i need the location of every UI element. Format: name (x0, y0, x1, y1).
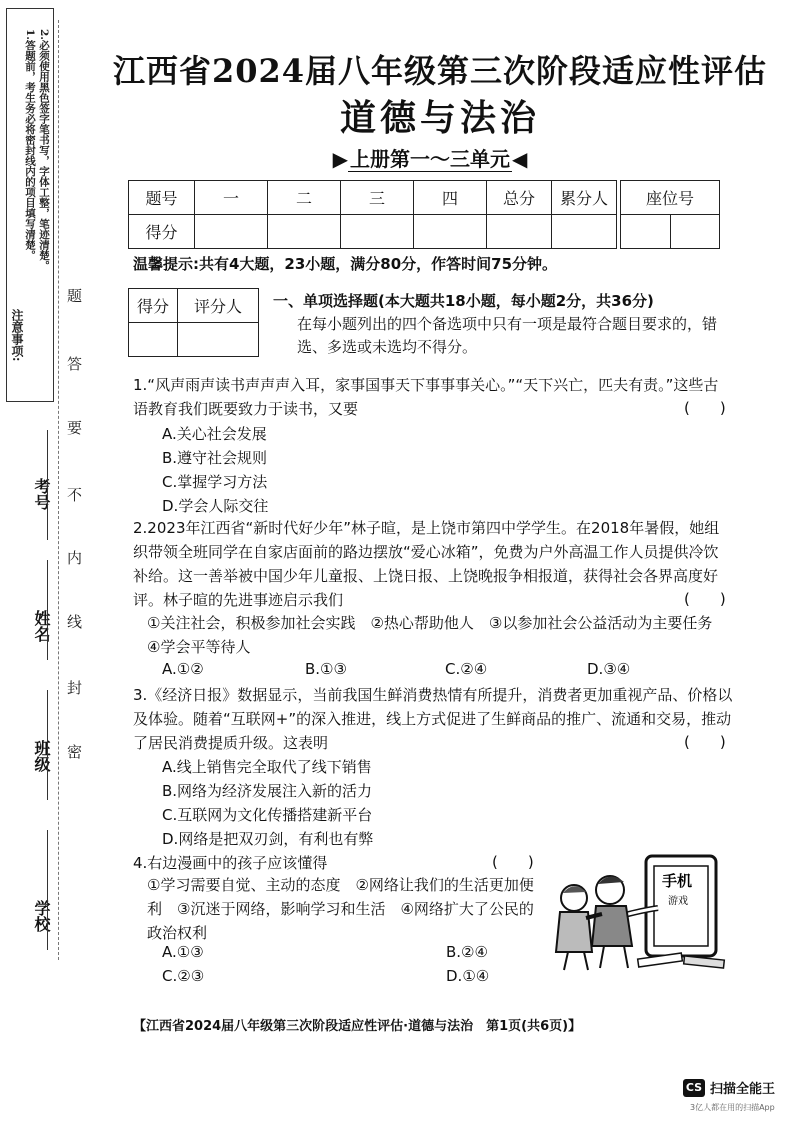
question-2-items: ①关注社会，积极参加社会实践 ②热心帮助他人 ③以参加社会公益活动为主要任务 ④学会平等待人 (147, 614, 728, 656)
scanner-subtitle: 3亿人都在用的扫描App (690, 1103, 775, 1112)
score-cell[interactable] (268, 215, 341, 249)
score-cell[interactable] (487, 215, 552, 249)
section-title: 一、单项选择题(本大题共18小题，每小题2分，共36分) (273, 292, 654, 310)
note-2: 2.必须使用黑色签字笔书写，字体工整，笔迹清楚。 (38, 29, 50, 271)
q2-option-b: B.①③ (305, 660, 347, 678)
score-table (128, 180, 617, 249)
score-cell[interactable] (552, 215, 617, 249)
exam-tip: 温馨提示:共有4大题，23小题，满分80分，作答时间75分钟。 (133, 255, 558, 273)
field-school-label: 学校 (32, 900, 51, 932)
field-school-line[interactable] (47, 830, 48, 950)
notes-title: 注意事项: (10, 309, 24, 362)
cartoon-phone-text-2: 游戏 (668, 896, 688, 907)
grader-score-cell[interactable] (129, 323, 178, 357)
q3-option-b: B.网络为经济发展注入新的活力 (162, 782, 373, 800)
field-name-label: 姓名 (32, 610, 51, 642)
answer-paren[interactable]: ( ) (684, 399, 726, 417)
seal-char: 题 (65, 288, 83, 303)
scope-label: ▶ 上册第一～三单元 ◀ (332, 147, 528, 171)
field-name-line[interactable] (47, 560, 48, 660)
q1-option-a: A.关心社会发展 (162, 425, 267, 443)
score-header: 二 (268, 181, 341, 215)
score-header: 题号 (129, 181, 195, 215)
q2-option-c: C.②④ (445, 660, 488, 678)
exam-title: 江西省2024届八年级第三次阶段适应性评估 (112, 52, 768, 90)
scanner-name: 扫描全能王 (710, 1082, 776, 1097)
score-header: 总分 (487, 181, 552, 215)
score-header: 一 (195, 181, 268, 215)
score-header: 四 (414, 181, 487, 215)
section-desc: 在每小题列出的四个备选项中只有一项是最符合题目要求的，错选、多选或未选均不得分。 (297, 315, 718, 356)
seal-char: 密 (65, 744, 83, 759)
score-header: 累分人 (552, 181, 617, 215)
answer-paren[interactable]: ( ) (492, 853, 534, 871)
score-cell[interactable] (341, 215, 414, 249)
grader-table (128, 288, 259, 357)
cartoon-illustration (548, 848, 738, 978)
notes-box (6, 8, 54, 402)
subject-title: 道德与法治 (339, 97, 540, 139)
field-class-line[interactable] (47, 690, 48, 800)
seat-cell[interactable] (670, 215, 720, 249)
field-class-label: 班级 (32, 740, 51, 772)
field-exam-number-label: 考号 (32, 478, 51, 510)
q4-option-d: D.①④ (446, 967, 490, 985)
q1-option-b: B.遵守社会规则 (162, 449, 268, 467)
seal-char: 内 (65, 550, 83, 565)
score-row-label: 得分 (129, 215, 195, 249)
seal-char: 不 (65, 487, 83, 502)
question-3-stem: 3.《经济日报》数据显示，当前我国生鲜消费热情有所提升，消费者更加重视产品、价格以及体验。随着“互联网+”的深入推进，线上方式促进了生鲜商品的推广、流通和交易，推动了居民消费提质升级。这表明 (133, 686, 733, 752)
q3-option-a: A.线上销售完全取代了线下销售 (162, 758, 372, 776)
note-1: 1.答题前，考生务必将密封线内的项目填写清楚。 (24, 29, 36, 261)
scanner-logo-icon: CS (683, 1079, 705, 1097)
grader-name-label: 评分人 (178, 289, 259, 323)
cartoon-phone-text: 手机 (662, 872, 693, 890)
seal-char: 线 (65, 614, 83, 629)
seal-char: 要 (65, 420, 83, 435)
seal-dashed-line (58, 20, 59, 960)
q2-option-d: D.③④ (587, 660, 631, 678)
grader-name-cell[interactable] (178, 323, 259, 357)
score-header: 三 (341, 181, 414, 215)
scope-text: 上册第一～三单元 (350, 147, 510, 171)
question-4-stem: 4.右边漫画中的孩子应该懂得 (133, 854, 328, 872)
seal-char: 封 (65, 680, 83, 695)
q3-option-c: C.互联网为文化传播搭建新平台 (162, 806, 373, 824)
q3-option-d: D.网络是把双刃剑，有利也有弊 (162, 830, 374, 848)
seat-table (620, 180, 720, 249)
answer-paren[interactable]: ( ) (684, 733, 726, 751)
seat-label: 座位号 (621, 181, 720, 215)
score-cell[interactable] (414, 215, 487, 249)
q4-option-b: B.②④ (446, 943, 488, 961)
q1-option-d: D.学会人际交往 (162, 497, 269, 515)
question-1-stem: 1.“风声雨声读书声声声入耳，家事国事天下事事事关心。”“天下兴亡，匹夫有责。”这些古语教育我们既要致力于读书，又要 (133, 376, 719, 418)
q4-option-c: C.②③ (162, 967, 205, 985)
question-2-stem: 2.2023年江西省“新时代好少年”林子暄，是上饶市第四中学学生。在2018年暑假，她组织带领全班同学在自家店面前的路边摆放“爱心冰箱”，免费为户外高温工作人员提供冷饮补给。这一善举被中国少年儿童报、上饶日报、上饶晚报争相报道，获得社会各界高度好评。林子暄的先进事迹启示我们 (133, 519, 720, 609)
q4-option-a: A.①③ (162, 943, 204, 961)
score-cell[interactable] (195, 215, 268, 249)
field-exam-number-line[interactable] (47, 430, 48, 540)
seat-cell[interactable] (621, 215, 671, 249)
grader-score-label: 得分 (129, 289, 178, 323)
seal-char: 答 (65, 356, 83, 371)
question-4-items: ①学习需要自觉、主动的态度 ②网络让我们的生活更加便利 ③沉迷于网络，影响学习和生活 ④网络扩大了公民的政治权利 (147, 876, 534, 942)
page-footer: 【江西省2024届八年级第三次阶段适应性评估·道德与法治 第1页(共6页)】 (133, 1019, 582, 1034)
q2-option-a: A.①② (162, 660, 204, 678)
q1-option-c: C.掌握学习方法 (162, 473, 268, 491)
answer-paren[interactable]: ( ) (684, 590, 726, 608)
